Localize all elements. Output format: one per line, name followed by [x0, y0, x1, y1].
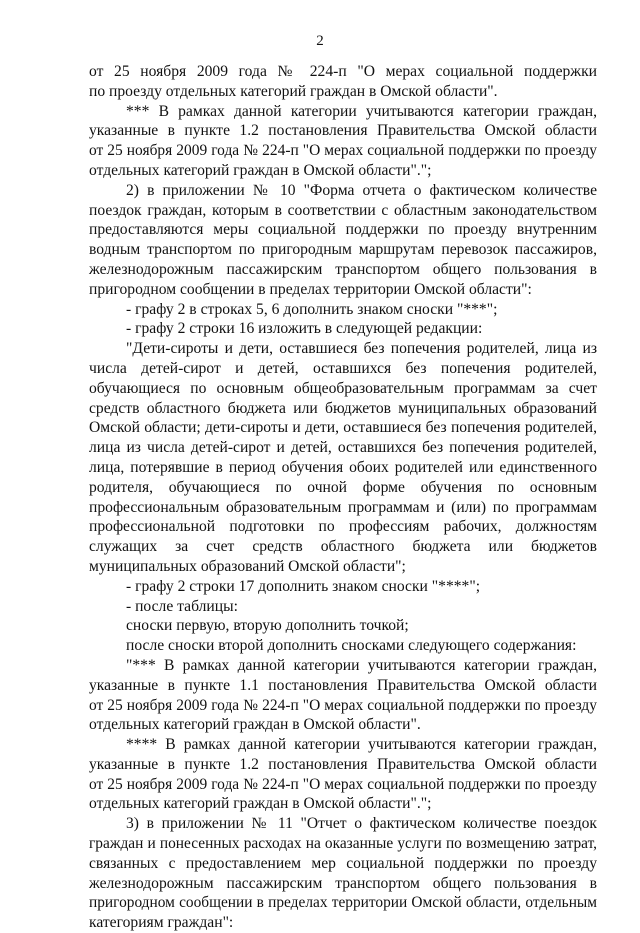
text-line: *** В рамках данной категории учитываются категории граждан,	[126, 102, 597, 120]
text-line: отдельных категорий граждан в Омской области".	[89, 716, 421, 734]
text-line: предоставляются меры социальной поддержки по проезду внутренним	[89, 221, 597, 239]
text-line: лица из числа детей-сирот и детей, оставшихся без попечения родителей,	[89, 439, 597, 457]
text-line: 2) в приложении № 10 "Форма отчета о фактическом количестве	[126, 181, 597, 199]
text-line: указанные в пункте 1.1 постановления Правительства Омской области	[89, 676, 597, 694]
text-line: служащих за счет средств областного бюджета или бюджетов	[89, 538, 597, 556]
text-line: железнодорожным пассажирским транспортом общего пользования в	[89, 874, 597, 892]
text-line: от 25 ноября 2009 года № 224-п "О мерах социальной поддержки по проезду	[89, 696, 597, 714]
text-line: от 25 ноября 2009 года № 224-п "О мерах социальной поддержки по проезду	[89, 142, 597, 160]
text-line: - графу 2 строки 16 изложить в следующей редакции:	[126, 320, 483, 338]
text-line: водным транспортом по пригородным маршрутам перевозок пассажиров,	[89, 241, 597, 259]
text-line: Омской области; дети-сироты и дети, оставшиеся без попечения родителей,	[89, 419, 597, 437]
text-line: связанных с предоставлением мер социальной поддержки по проезду	[89, 854, 597, 872]
text-line: 3) в приложении № 11 "Отчет о фактическом количестве поездок	[126, 815, 597, 833]
text-line: указанные в пункте 1.2 постановления Правительства Омской области	[89, 755, 597, 773]
text-line: отдельных категорий граждан в Омской области".";	[89, 795, 432, 813]
text-line: "*** В рамках данной категории учитываются категории граждан,	[126, 656, 597, 674]
text-line: отдельных категорий граждан в Омской области".";	[89, 161, 432, 179]
text-line: профессиональным образовательным программам и (или) по программам	[89, 498, 597, 516]
text-line: **** В рамках данной категории учитываются категории граждан,	[126, 736, 597, 754]
text-line: муниципальных образований Омской области";	[89, 557, 406, 575]
text-line: поездок граждан, которым в соответствии с областным законодательством	[89, 201, 597, 219]
text-line: от 25 ноября 2009 года № 224-п "О мерах социальной поддержки	[89, 63, 597, 80]
text-line: числа детей-сирот и детей, оставшихся без попечения родителей,	[89, 359, 597, 377]
text-line: по проезду отдельных категорий граждан в Омской области".	[89, 82, 498, 100]
text-line: родителя, обучающиеся по очной форме обучения по основным	[89, 478, 597, 496]
text-line: - графу 2 в строках 5, 6 дополнить знаком сноски "***";	[126, 300, 498, 318]
document-body	[89, 62, 597, 933]
text-line: лица, потерявшие в период обучения обоих родителей или единственного	[89, 458, 597, 476]
text-line: - после таблицы:	[126, 597, 238, 615]
page-number: 2	[316, 33, 324, 49]
text-line: указанные в пункте 1.2 постановления Правительства Омской области	[89, 122, 597, 140]
text-line: граждан и понесенных расходах на оказанные услуги по возмещению затрат,	[89, 835, 597, 853]
text-line: профессиональной подготовки по профессиям рабочих, должностям	[89, 518, 597, 536]
text-line: железнодорожным пассажирским транспортом общего пользования в	[89, 260, 597, 278]
text-line: пригородном сообщении в пределах территории Омской области, отдельным	[89, 894, 597, 912]
text-line: после сноски второй дополнить сносками следующего содержания:	[126, 637, 577, 655]
text-line: - графу 2 строки 17 дополнить знаком сноски "****";	[126, 577, 481, 595]
text-line: "Дети-сироты и дети, оставшиеся без попечения родителей, лица из	[126, 340, 597, 358]
text-line: категориям граждан":	[89, 914, 234, 932]
text-line: средств областного бюджета или бюджетов муниципальных образований	[89, 399, 597, 417]
text-line: обучающиеся по основным общеобразовательным программам за счет	[89, 379, 597, 397]
text-line: пригородном сообщении в пределах территории Омской области":	[89, 280, 532, 298]
text-line: сноски первую, вторую дополнить точкой;	[126, 617, 409, 635]
text-line: от 25 ноября 2009 года № 224-п "О мерах социальной поддержки по проезду	[89, 775, 597, 793]
